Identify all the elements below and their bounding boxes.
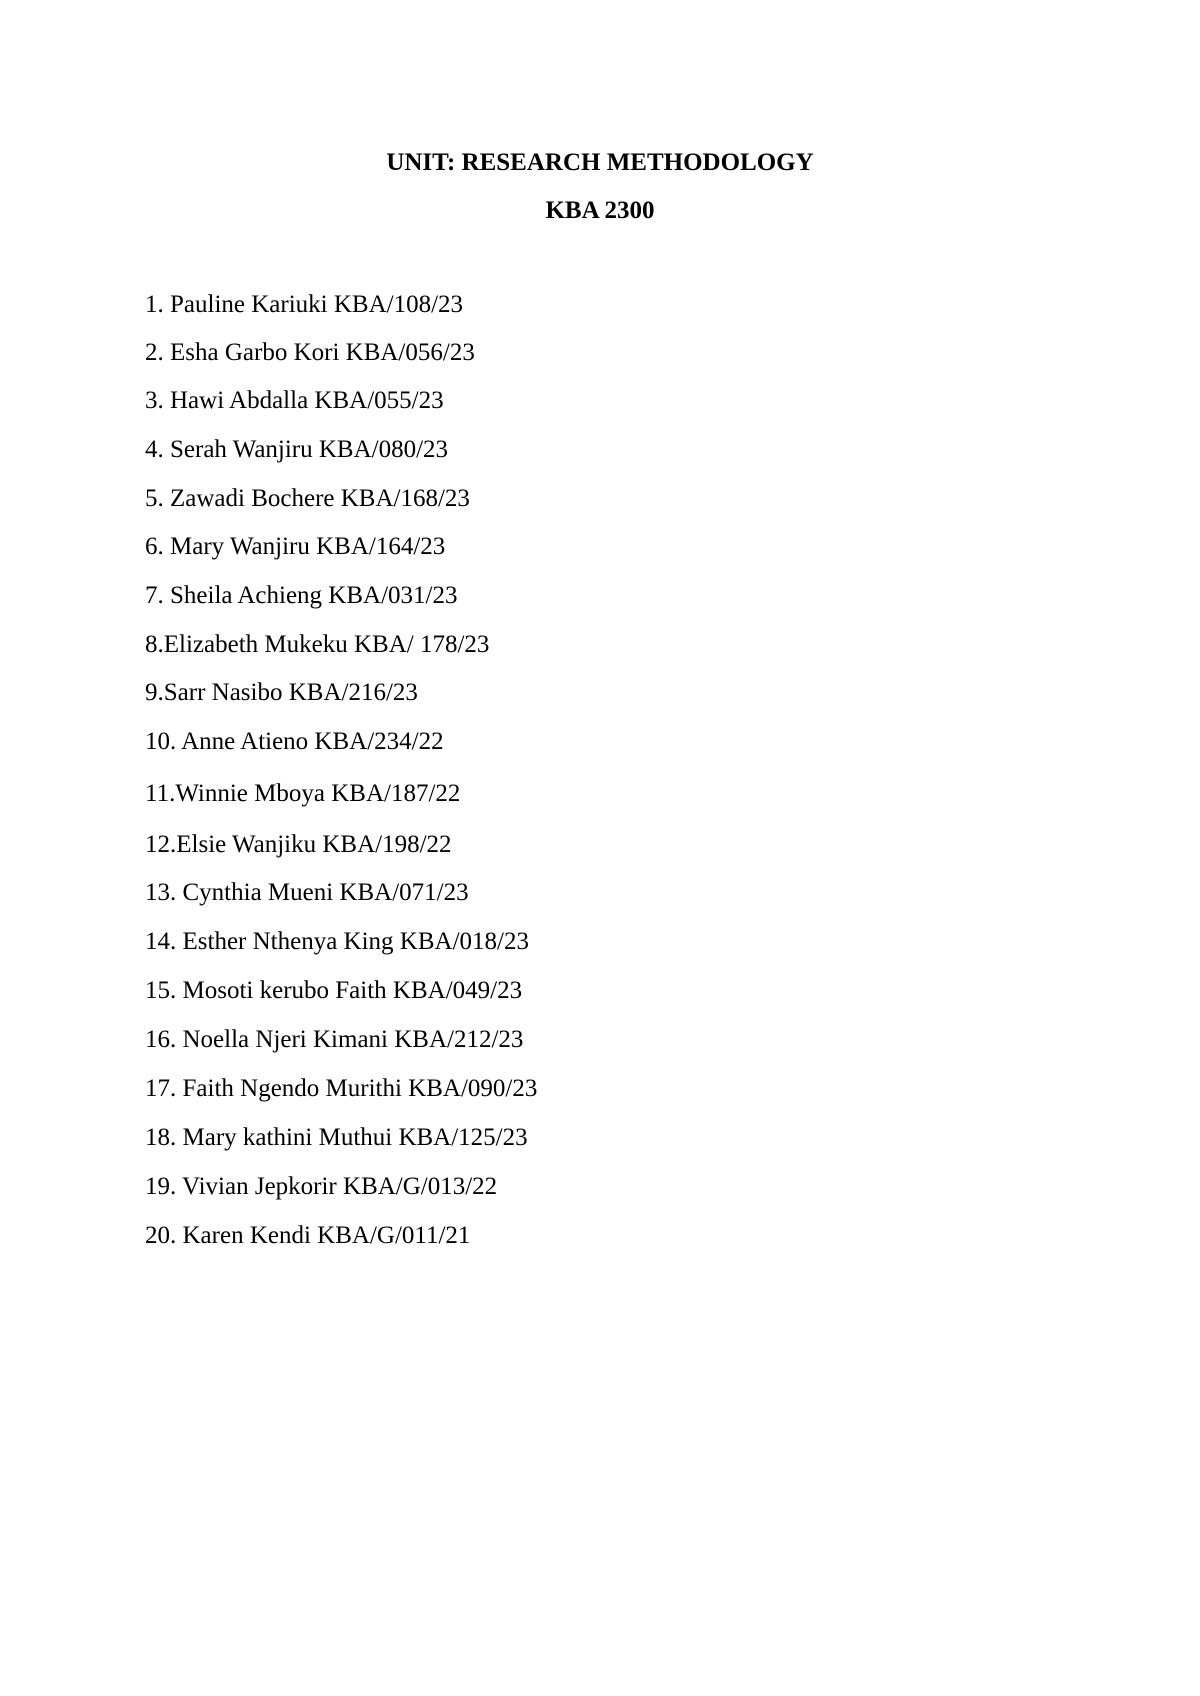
student-row: 15. Mosoti kerubo Faith KBA/049/23 bbox=[145, 977, 523, 1004]
student-row: 17. Faith Ngendo Murithi KBA/090/23 bbox=[145, 1075, 538, 1102]
unit-title: UNIT: RESEARCH METHODOLOGY bbox=[386, 149, 814, 176]
student-row: 19. Vivian Jepkorir KBA/G/013/22 bbox=[145, 1173, 498, 1200]
student-row: 9.Sarr Nasibo KBA/216/23 bbox=[145, 679, 418, 706]
student-row: 2. Esha Garbo Kori KBA/056/23 bbox=[145, 339, 475, 366]
student-row: 1. Pauline Kariuki KBA/108/23 bbox=[145, 291, 464, 318]
student-row: 5. Zawadi Bochere KBA/168/23 bbox=[145, 485, 470, 512]
student-row: 8.Elizabeth Mukeku KBA/ 178/23 bbox=[145, 631, 490, 658]
student-row: 6. Mary Wanjiru KBA/164/23 bbox=[145, 533, 446, 560]
student-row: 14. Esther Nthenya King KBA/018/23 bbox=[145, 928, 529, 955]
student-row: 16. Noella Njeri Kimani KBA/212/23 bbox=[145, 1026, 524, 1053]
student-row: 20. Karen Kendi KBA/G/011/21 bbox=[145, 1222, 471, 1249]
student-row: 10. Anne Atieno KBA/234/22 bbox=[145, 728, 444, 755]
student-row: 13. Cynthia Mueni KBA/071/23 bbox=[145, 879, 469, 906]
student-row: 18. Mary kathini Muthui KBA/125/23 bbox=[145, 1124, 528, 1151]
student-row: 3. Hawi Abdalla KBA/055/23 bbox=[145, 387, 444, 414]
student-row: 7. Sheila Achieng KBA/031/23 bbox=[145, 582, 458, 609]
unit-code: KBA 2300 bbox=[545, 197, 655, 224]
student-row: 4. Serah Wanjiru KBA/080/23 bbox=[145, 436, 449, 463]
student-row: 11.Winnie Mboya KBA/187/22 bbox=[145, 780, 461, 807]
student-row: 12.Elsie Wanjiku KBA/198/22 bbox=[145, 831, 452, 858]
